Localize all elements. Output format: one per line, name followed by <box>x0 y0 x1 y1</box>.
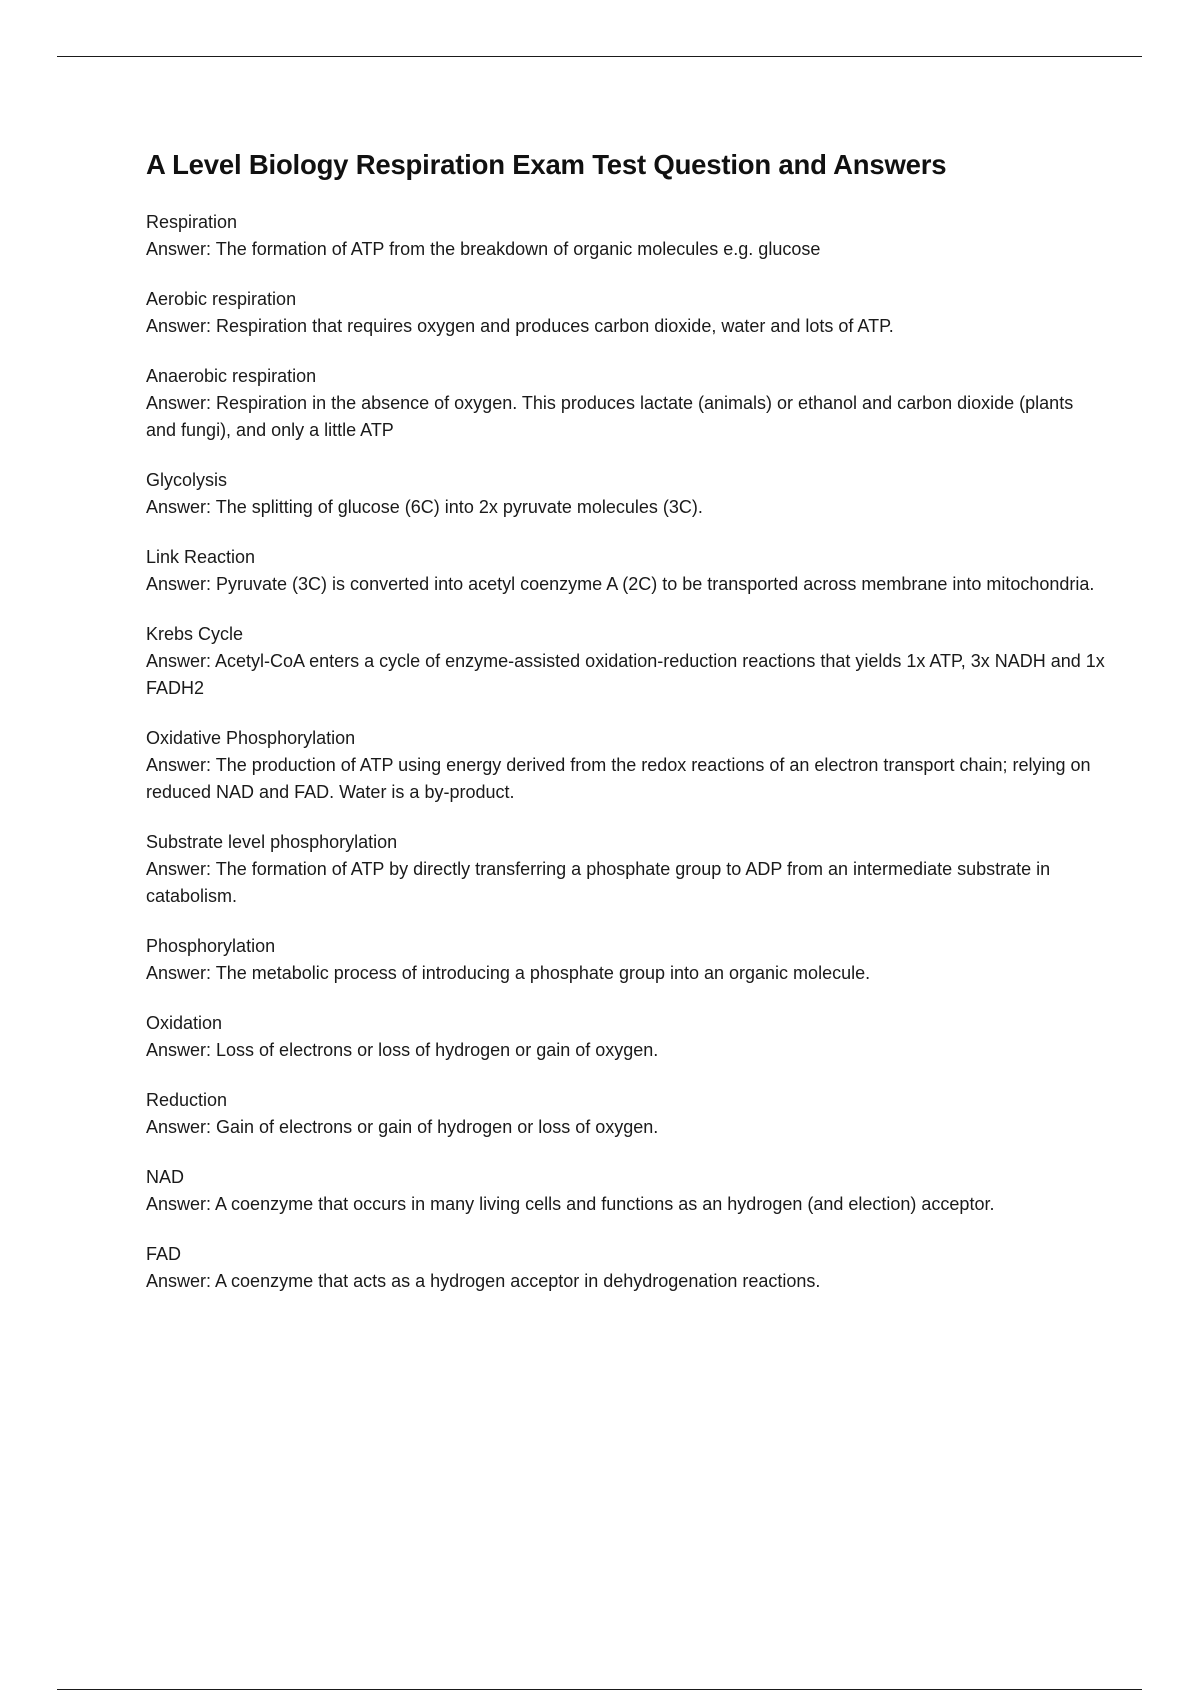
qa-term: Reduction <box>146 1090 228 1110</box>
qa-term: Link Reaction <box>146 547 256 567</box>
qa-item-reduction <box>146 1087 1106 1141</box>
qa-term: Anaerobic respiration <box>146 366 317 386</box>
qa-term: Krebs Cycle <box>146 624 244 644</box>
qa-item-krebs-cycle <box>146 621 1106 702</box>
qa-term: Oxidation <box>146 1013 223 1033</box>
qa-answer: Answer: The metabolic process of introducing a phosphate group into an organic molecule. <box>146 963 871 983</box>
qa-answer: Answer: The production of ATP using energy derived from the redox reactions of an electron transport chain; relying on reduced NAD and FAD. Water is a by-product. <box>146 755 1091 802</box>
qa-item-anaerobic-respiration <box>146 363 1106 444</box>
qa-item-respiration <box>146 209 1106 263</box>
qa-answer: Answer: Respiration in the absence of oxygen. This produces lactate (animals) or ethanol and carbon dioxide (plants and fungi), and only a little ATP <box>146 393 1074 440</box>
qa-answer: Answer: The formation of ATP from the breakdown of organic molecules e.g. glucose <box>146 239 821 259</box>
qa-item-phosphorylation <box>146 933 1106 987</box>
qa-item-glycolysis <box>146 467 1106 521</box>
qa-term: NAD <box>146 1167 185 1187</box>
qa-answer: Answer: Gain of electrons or gain of hydrogen or loss of oxygen. <box>146 1117 659 1137</box>
qa-term: Substrate level phosphorylation <box>146 832 398 852</box>
bottom-rule <box>57 1689 1142 1690</box>
qa-answer: Answer: Pyruvate (3C) is converted into acetyl coenzyme A (2C) to be transported across membrane into mitochondria. <box>146 574 1095 594</box>
qa-answer: Answer: A coenzyme that acts as a hydrogen acceptor in dehydrogenation reactions. <box>146 1271 821 1291</box>
qa-term: Oxidative Phosphorylation <box>146 728 356 748</box>
qa-answer: Answer: The splitting of glucose (6C) into 2x pyruvate molecules (3C). <box>146 497 703 517</box>
document-body <box>146 148 1106 1318</box>
qa-item-oxidative-phosphorylation <box>146 725 1106 806</box>
qa-answer: Answer: A coenzyme that occurs in many living cells and functions as an hydrogen (and election) acceptor. <box>146 1194 995 1214</box>
qa-term: Aerobic respiration <box>146 289 297 309</box>
qa-term: Respiration <box>146 212 238 232</box>
qa-answer: Answer: Loss of electrons or loss of hydrogen or gain of oxygen. <box>146 1040 659 1060</box>
top-rule <box>57 56 1142 57</box>
qa-item-link-reaction <box>146 544 1106 598</box>
document-title: A Level Biology Respiration Exam Test Question and Answers <box>146 149 947 180</box>
qa-item-substrate-level-phosphorylation <box>146 829 1106 910</box>
qa-term: FAD <box>146 1244 182 1264</box>
qa-answer: Answer: Acetyl-CoA enters a cycle of enzyme-assisted oxidation-reduction reactions that yields 1x ATP, 3x NADH and 1x FADH2 <box>146 651 1105 698</box>
qa-item-oxidation <box>146 1010 1106 1064</box>
qa-answer: Answer: The formation of ATP by directly transferring a phosphate group to ADP from an intermediate substrate in catabolism. <box>146 859 1051 906</box>
qa-list <box>146 209 1106 1295</box>
qa-item-nad <box>146 1164 1106 1218</box>
qa-term: Glycolysis <box>146 470 228 490</box>
qa-item-fad <box>146 1241 1106 1295</box>
qa-term: Phosphorylation <box>146 936 276 956</box>
qa-item-aerobic-respiration <box>146 286 1106 340</box>
qa-answer: Answer: Respiration that requires oxygen and produces carbon dioxide, water and lots of ATP. <box>146 316 894 336</box>
